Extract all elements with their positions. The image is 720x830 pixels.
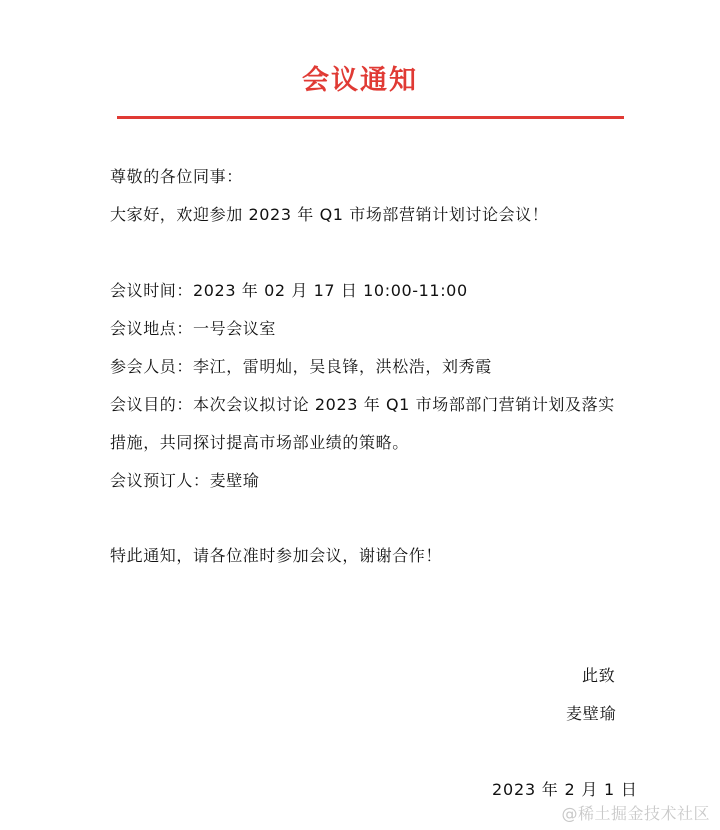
title-divider — [117, 116, 624, 119]
meeting-attendees: 参会人员：李江，雷明灿，吴良锋，洪松浩，刘秀霞 — [110, 357, 492, 376]
watermark-text: @稀土掘金技术社区 — [561, 804, 710, 823]
notice-title: 会议通知 — [302, 65, 418, 96]
meeting-location: 会议地点：一号会议室 — [110, 319, 277, 338]
meeting-time: 会议时间：2023 年 02 月 17 日 10:00-11:00 — [110, 281, 468, 300]
date-text: 2023 年 2 月 1 日 — [492, 780, 638, 799]
regards-text: 此致 — [582, 666, 616, 685]
intro-text: 大家好，欢迎参加 2023 年 Q1 市场部营销计划讨论会议！ — [110, 205, 549, 224]
meeting-booker: 会议预订人：麦壁瑜 — [110, 471, 260, 490]
meeting-purpose: 会议目的：本次会议拟讨论 2023 年 Q1 市场部部门营销计划及落实措施，共同探讨提高市场部业绩的策略。 — [110, 395, 615, 452]
salutation-text: 尊敬的各位同事： — [110, 167, 243, 186]
signature-text: 麦壁瑜 — [566, 704, 617, 723]
closing-text: 特此通知，请各位准时参加会议，谢谢合作！ — [110, 546, 443, 565]
